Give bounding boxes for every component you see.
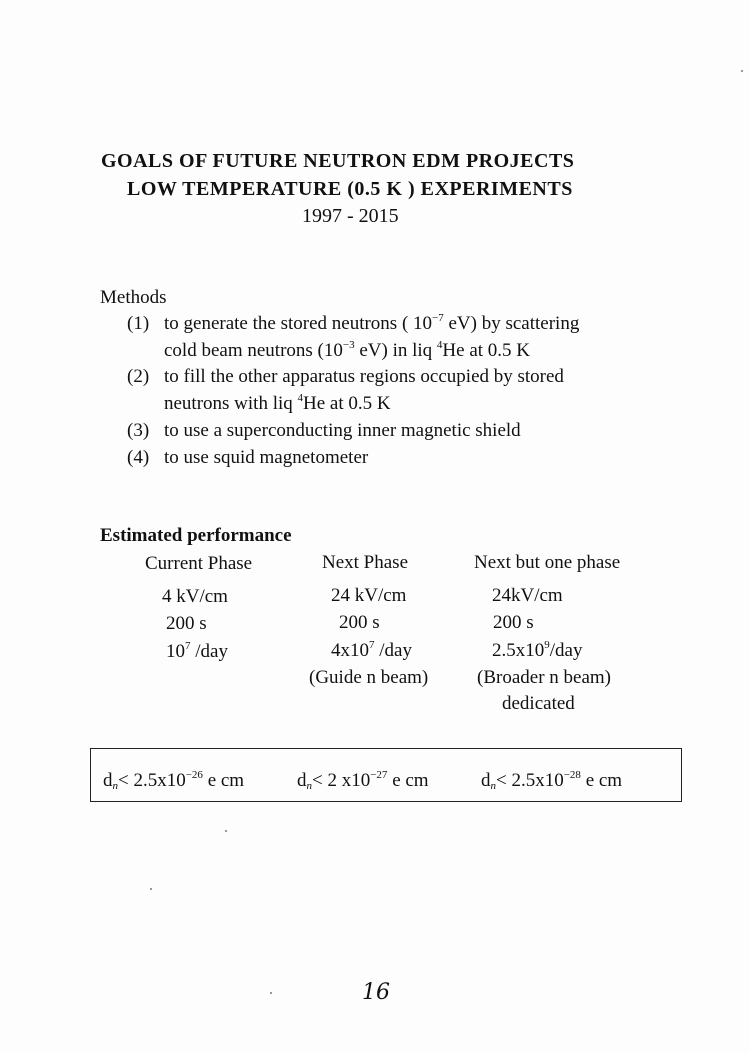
field-next-but-one: 24kV/cm (492, 585, 563, 606)
scan-speck (225, 830, 227, 832)
time-next: 200 s (339, 612, 380, 633)
method-text: to use squid magnetometer (164, 447, 369, 468)
rate-next: $4x10^7$ /day (331, 639, 412, 661)
column-header-current: Current Phase (145, 553, 253, 574)
time-next-but-one: 200 s (493, 612, 534, 633)
title-line-2: LOW TEMPERATURE (0.5 K ) EXPERIMENTS (127, 178, 573, 200)
scan-speck (741, 70, 743, 72)
method-number: (4) (127, 447, 150, 468)
beam-next: (Guide n beam) (309, 667, 429, 688)
beam-dedicated: dedicated (502, 693, 575, 714)
rate-next-but-one: $2.5x10^9$/day (492, 639, 583, 661)
method-item-2-cont: neutrons with liq $^4$He at 0.5 K (164, 392, 391, 414)
method-text: to fill the other apparatus regions occupied by stored (164, 366, 564, 387)
method-item-4 (127, 447, 368, 469)
result-next-but-one: $d_n< 2.5x10^{-28}$ e cm (481, 769, 623, 792)
page-number: 16 (362, 980, 390, 1005)
title-line-1: GOALS OF FUTURE NEUTRON EDM PROJECTS (101, 150, 575, 172)
method-number: (3) (127, 420, 150, 441)
scan-speck (270, 992, 272, 994)
method-text: to generate the stored neutrons ( $10^{-7}$ eV) by scattering (164, 312, 580, 334)
methods-heading: Methods (100, 287, 167, 308)
method-item-2 (127, 366, 564, 388)
column-header-next: Next Phase (322, 552, 409, 573)
scan-speck (150, 888, 152, 890)
rate-current: $10^7$ /day (166, 640, 228, 662)
method-item-1-cont: cold beam neutrons ($10^{-3}$ eV) in liq $^4$He at 0.5 K (164, 339, 531, 361)
result-current: $d_n< 2.5x10^{-26}$ e cm (103, 769, 245, 792)
method-number: (2) (127, 366, 150, 387)
performance-heading: Estimated performance (100, 525, 292, 546)
beam-next-but-one: (Broader n beam) (477, 667, 611, 688)
method-item-1 (127, 313, 579, 335)
field-current: 4 kV/cm (162, 586, 228, 607)
method-number: (1) (127, 313, 150, 334)
column-header-next-but-one: Next but one phase (474, 552, 621, 573)
title-years: 1997 - 2015 (302, 205, 399, 227)
time-current: 200 s (166, 613, 207, 634)
method-item-3 (127, 420, 521, 442)
method-text: to use a superconducting inner magnetic shield (164, 420, 521, 441)
result-next: $d_n< 2$ $x10^{-27}$ e cm (297, 769, 429, 792)
field-next: 24 kV/cm (331, 585, 407, 606)
